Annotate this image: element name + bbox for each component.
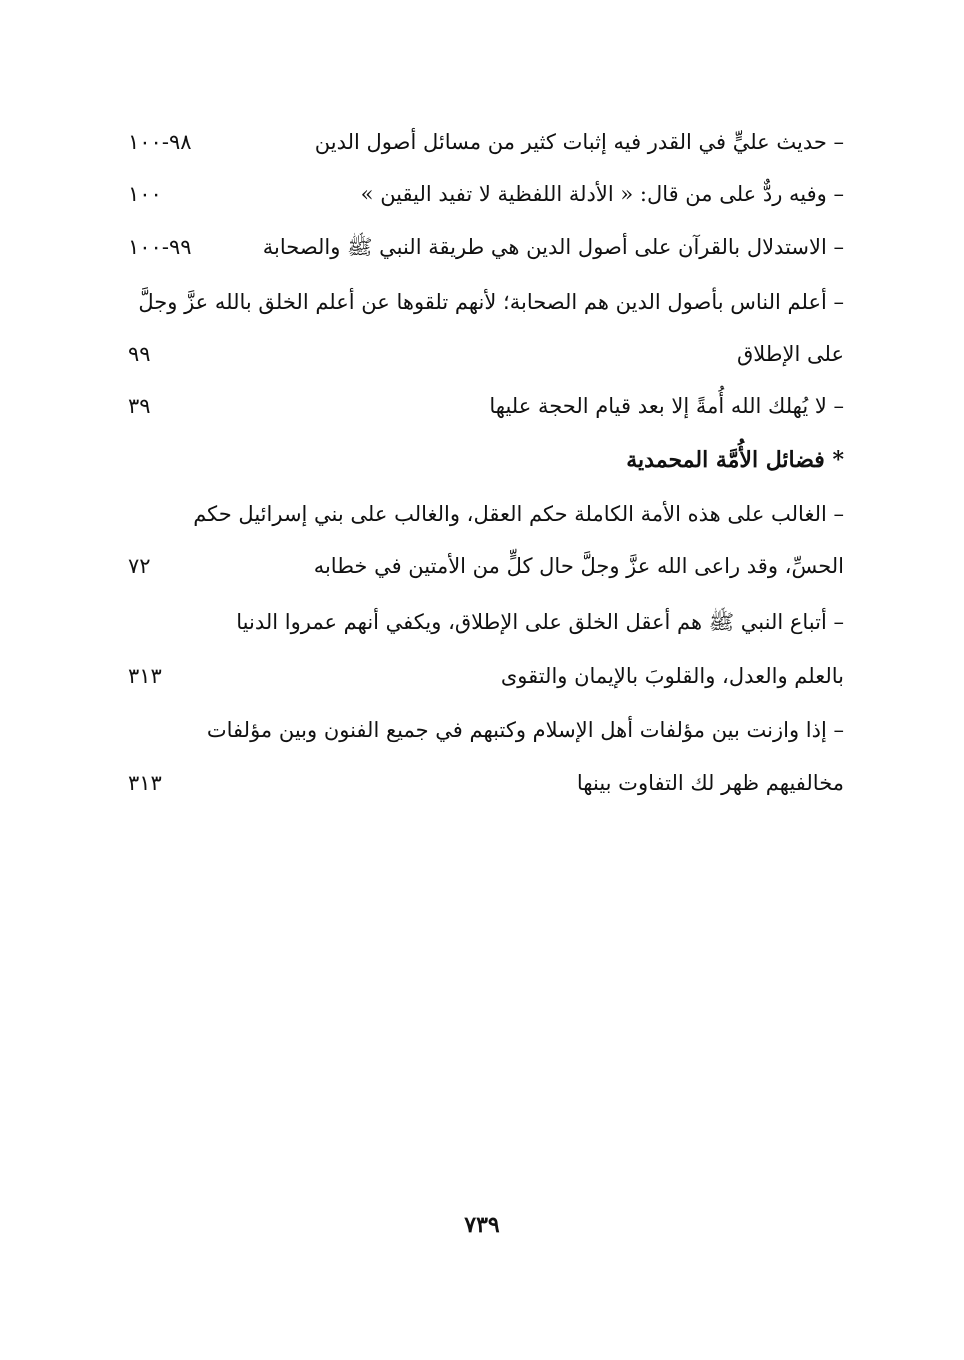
- entry-page-ref: ٣٩: [128, 394, 151, 418]
- entry-text: – أعلم الناس بأصول الدين هم الصحابة؛ لأنهم تلقوها عن أعلم الخلق بالله عزَّ وجلَّ: [138, 290, 844, 314]
- entry-page-ref: ٩٩-١٠٠: [128, 235, 192, 259]
- index-entry: [110, 494, 844, 550]
- section-heading-text: * فضائل الأُمَّة المحمدية: [626, 447, 844, 473]
- entry-text: – لا يُهلك الله أُمةً إلا بعد قيام الحجة عليها: [489, 394, 844, 418]
- index-entry: [110, 386, 844, 442]
- index-entry: [110, 227, 844, 283]
- entry-text: بالعلم والعدل، والقلوبَ بالإيمان والتقوى: [500, 664, 844, 688]
- entry-page-ref: ٣١٣: [128, 664, 162, 688]
- entry-page-ref: ١٠٠: [128, 182, 162, 206]
- index-entry: [110, 546, 844, 602]
- entry-text: – أتباع النبي ﷺ هم أعقل الخلق على الإطلاق، ويكفي أنهم عمروا الدنيا: [236, 610, 844, 634]
- entry-text: على الإطلاق: [736, 342, 844, 366]
- page-number: ٧٣٩: [464, 1212, 500, 1238]
- index-entry: [110, 174, 844, 230]
- entry-text: الحسِّ، وقد راعى الله عزَّ وجلَّ حال كلٍّ من الأمتين في خطابه: [313, 554, 844, 578]
- entry-text: مخالفيهم ظهر لك التفاوت بينها: [576, 771, 844, 795]
- index-entry: [110, 710, 844, 766]
- index-entry: [110, 334, 844, 390]
- entry-page-ref: ٩٩: [128, 342, 151, 366]
- entry-text: – الغالب على هذه الأمة الكاملة حكم العقل، والغالب على بني إسرائيل حكم: [193, 502, 844, 526]
- entry-text: – وفيه ردٌّ على من قال: « الأدلة اللفظية لا تفيد اليقين »: [360, 182, 844, 206]
- entry-page-ref: ٣١٣: [128, 771, 162, 795]
- entry-page-ref: ٧٢: [128, 554, 151, 578]
- index-entry: [110, 122, 844, 178]
- index-entry: [110, 282, 844, 338]
- index-entry: [110, 602, 844, 658]
- entry-page-ref: ٩٨-١٠٠: [128, 130, 192, 154]
- index-entry: [110, 656, 844, 712]
- entry-text: – حديث عليٍّ في القدر فيه إثبات كثير من مسائل أصول الدين: [314, 130, 844, 154]
- entry-text: – إذا وازنت بين مؤلفات أهل الإسلام وكتبهم في جميع الفنون وبين مؤلفات: [206, 718, 844, 742]
- index-entry: [110, 763, 844, 819]
- section-heading: [110, 440, 844, 496]
- entry-text: – الاستدلال بالقرآن على أصول الدين هي طريقة النبي ﷺ والصحابة: [262, 235, 844, 259]
